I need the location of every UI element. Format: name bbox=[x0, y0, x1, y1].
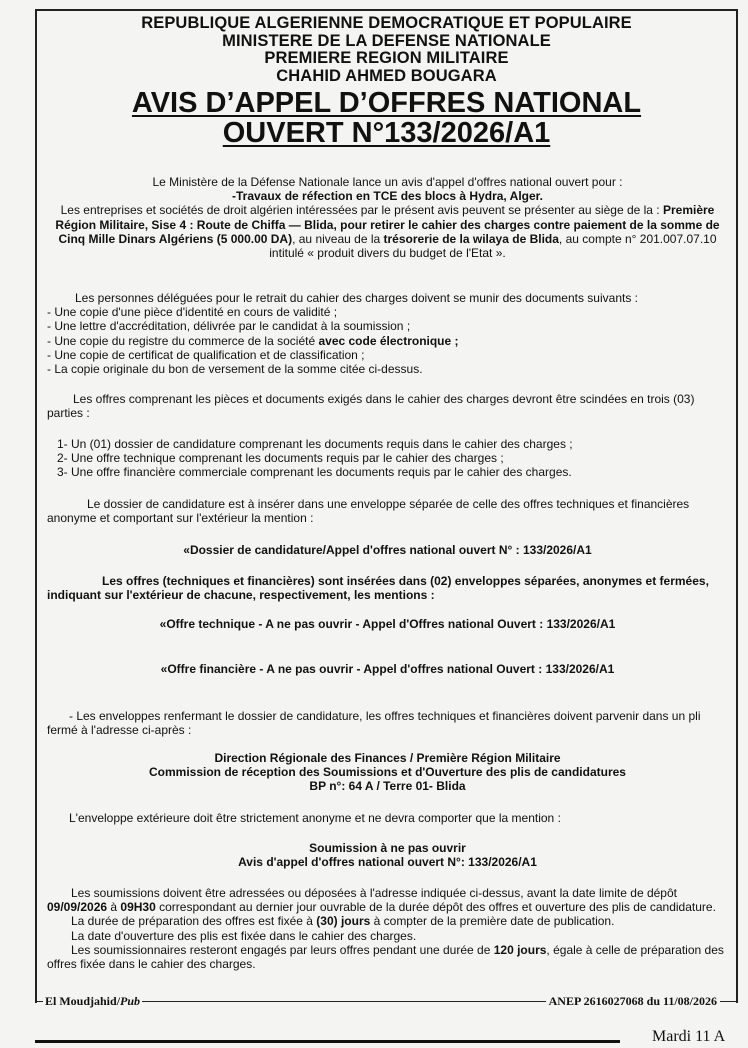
envelope-offers-paragraph: Les offres (techniques et financières) sont insérées dans (02) enveloppes séparées, anonymes et fermées, indiquant sur l'extérieur de chacune, respectivement, les mentions : bbox=[47, 574, 709, 603]
intro-object: -Travaux de réfection en TCE des blocs à Hydra, Alger. bbox=[232, 189, 543, 204]
intro-line: Le Ministère de la Défense Nationale lance un avis d'appel d'offres national ouvert pour : bbox=[152, 175, 623, 189]
notice-title bbox=[37, 88, 736, 148]
outer-mention-line-1: Soumission à ne pas ouvrir bbox=[309, 841, 466, 855]
documents-item-text: - Une copie du registre du commerce de la société bbox=[47, 333, 319, 348]
intro-paragraph bbox=[47, 203, 728, 260]
deadline-block bbox=[47, 886, 728, 971]
deadline-text-a: Les soumissions doivent être adressées ou déposées à l'adresse indiquée ci-dessus, avant la date limite de dépôt bbox=[71, 886, 677, 900]
validity-text-a: Les soumissionnaires resteront engagés par leurs offres pendant une durée de bbox=[71, 942, 494, 957]
mention-financiere: «Offre financière - A ne pas ouvrir - Appel d'offres national Ouvert : 133/2026/A1 bbox=[160, 662, 615, 676]
address-commission: Commission de réception des Soumissions et d'Ouverture des plis de candidatures bbox=[149, 765, 626, 780]
address-lead: - Les enveloppes renfermant le dossier de candidature, les offres techniques et financières doivent parvenir dans un pli fermé à l'adresse ci-après : bbox=[47, 709, 701, 738]
header-chahid: CHAHID AHMED BOUGARA bbox=[276, 66, 497, 85]
documents-item: - Une lettre d'accréditation, délivrée par le candidat à la soumission ; bbox=[47, 319, 411, 334]
documents-item-bold: avec code électronique ; bbox=[318, 333, 459, 348]
title-line-2: OUVERT N°133/2026/A1 bbox=[222, 117, 551, 149]
intro-text-e: , au compte n° 201.007.07.10 bbox=[558, 231, 717, 246]
header-region: PREMIERE REGION MILITAIRE bbox=[264, 49, 509, 67]
mention-technique: «Offre technique - A ne pas ouvrir - Appel d'Offres national Ouvert : 133/2026/A1 bbox=[159, 617, 616, 631]
deadline-paragraph bbox=[47, 886, 728, 914]
deadline-time: 09H30 bbox=[120, 900, 156, 915]
offers-list bbox=[47, 437, 728, 480]
preparation-text-c: à compter de la première date de publication. bbox=[370, 914, 615, 929]
address-bp: BP n°: 64 A / Terre 01- Blida bbox=[309, 779, 466, 794]
validity-days: 120 jours bbox=[493, 942, 547, 957]
validity-paragraph bbox=[47, 943, 728, 971]
documents-item bbox=[47, 334, 728, 348]
offers-item: 1- Un (01) dossier de candidature comprenant les documents requis dans le cahier des charges ; bbox=[57, 437, 573, 451]
preparation-days: (30) jours bbox=[316, 914, 371, 929]
notice-header bbox=[37, 15, 736, 85]
intro-text-d: trésorerie de la wilaya de Blida bbox=[383, 231, 559, 246]
intro-text-b: Première Région Militaire, Sise 4 : Route de Chiffa — Blida, pour retirer le cahier des charges contre paiement de la somme de Cinq Mille Dinars Algériens (5 000.00 DA) bbox=[55, 203, 720, 246]
footer-anep-reference: ANEP 2616027068 du 11/08/2026 bbox=[546, 994, 720, 1009]
offers-lead: Les offres comprenant les pièces et documents exigés dans le cahier des charges devront être scindées en trois (03) parties : bbox=[47, 392, 695, 421]
intro-block bbox=[47, 175, 728, 260]
notice-footer bbox=[35, 994, 738, 1014]
documents-item: - Une copie de certificat de qualification et de classification ; bbox=[47, 347, 365, 362]
page-dateline: Mardi 11 A bbox=[652, 1028, 726, 1045]
deadline-text-c: à bbox=[107, 900, 121, 915]
intro-text-a: Les entreprises et sociétés de droit algérien intéressées par le présent avis peuvent se présenter au siège de la : bbox=[60, 203, 663, 218]
intro-text-c: , au niveau de la bbox=[292, 231, 384, 246]
footer-publication bbox=[43, 994, 142, 1009]
footer-publication-name: El Moudjahid/ bbox=[45, 994, 121, 1008]
preparation-duration bbox=[47, 914, 728, 928]
footer-publication-type: Pub bbox=[120, 994, 141, 1008]
offers-item: 3- Une offre financière commerciale comprenant les documents requis par le cahier des charges. bbox=[57, 465, 572, 480]
notice-frame bbox=[35, 9, 738, 1003]
opening-date-note: La date d'ouverture des plis est fixée dans le cahier des charges. bbox=[71, 928, 417, 943]
address-block bbox=[47, 751, 728, 794]
outer-mention bbox=[47, 841, 728, 869]
documents-item: - La copie originale du bon de versement de la somme citée ci-dessus. bbox=[47, 362, 423, 377]
address-direction: Direction Régionale des Finances / Première Région Militaire bbox=[214, 751, 561, 765]
outer-mention-line-2: Avis d'appel d'offres national ouvert N°: 133/2026/A1 bbox=[238, 855, 537, 870]
validity-text-c: , égale à celle de préparation des offres fixée dans le cahier des charges. bbox=[47, 942, 724, 972]
envelope-paragraph: Le dossier de candidature est à insérer dans une enveloppe séparée de celle des offres techniques et financières anonyme et comportant sur l'extérieur la mention : bbox=[47, 497, 690, 526]
header-ministry: MINISTERE DE LA DEFENSE NATIONALE bbox=[222, 31, 551, 50]
deadline-text-e: correspondant au dernier jour ouvrable de la durée dépôt des offres et ouverture des plis de candidature. bbox=[155, 900, 716, 915]
documents-lead: Les personnes déléguées pour le retrait du cahier des charges doivent se munir des documents suivants : bbox=[75, 291, 638, 305]
preparation-text-a: La durée de préparation des offres est fixée à bbox=[71, 914, 317, 929]
page-rule bbox=[35, 1040, 620, 1043]
deadline-date: 09/09/2026 bbox=[47, 900, 108, 915]
header-republic: REPUBLIQUE ALGERIENNE DEMOCRATIQUE ET POPULAIRE bbox=[141, 14, 632, 32]
title-line-1: AVIS D’APPEL D’OFFRES NATIONAL bbox=[131, 87, 642, 119]
offers-item: 2- Une offre technique comprenant les documents requis par le cahier des charges ; bbox=[57, 451, 504, 466]
mention-candidature: «Dossier de candidature/Appel d'offres national ouvert N° : 133/2026/A1 bbox=[183, 543, 592, 557]
outer-envelope-note: L'enveloppe extérieure doit être strictement anonyme et ne devra comporter que la mention : bbox=[69, 811, 561, 825]
intro-text-f: intitulé « produit divers du budget de l'Etat ». bbox=[269, 246, 506, 261]
documents-block bbox=[47, 291, 728, 376]
documents-item: - Une copie d'une pièce d'identité en cours de validité ; bbox=[47, 305, 338, 320]
